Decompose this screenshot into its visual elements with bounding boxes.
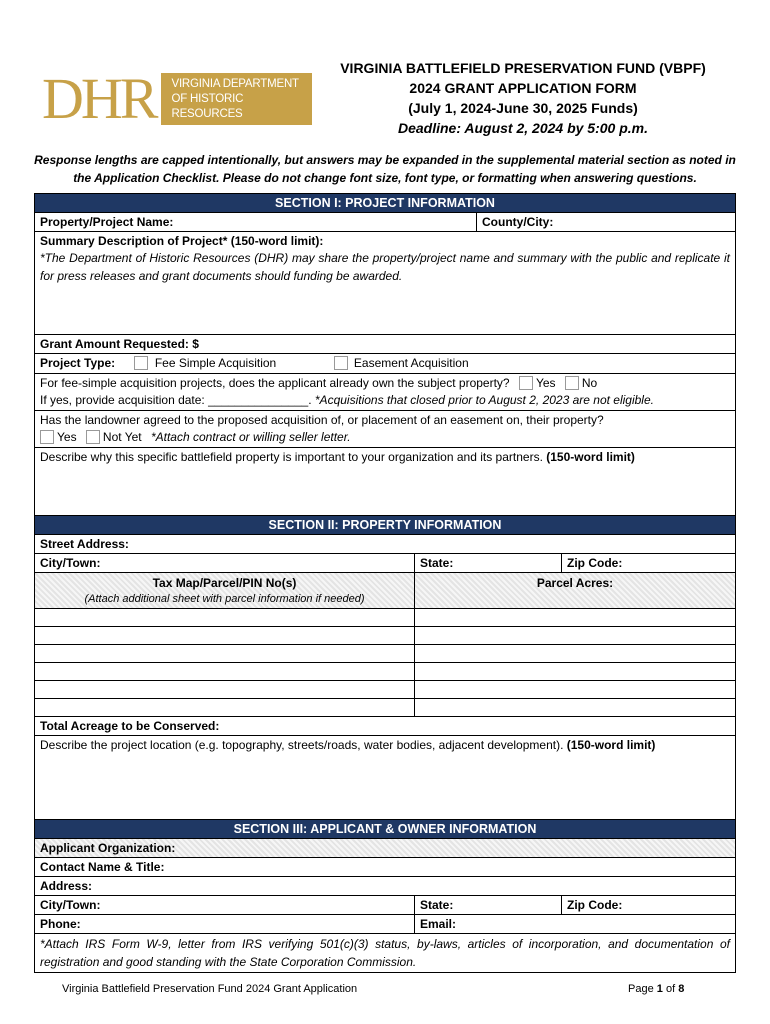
acquisition-note: *Acquisitions that closed prior to August 2, 2023 are not eligible. xyxy=(314,393,654,407)
email-field[interactable]: Email: xyxy=(414,915,735,933)
parcel-row xyxy=(35,698,735,716)
own-no-checkbox[interactable] xyxy=(565,376,579,390)
applicant-city-row xyxy=(35,895,735,914)
own-yes-label: Yes xyxy=(535,376,556,390)
footer-title: Virginia Battlefield Preservation Fund 2024 Grant Application xyxy=(62,983,358,995)
applicant-state-field[interactable]: State: xyxy=(414,896,561,914)
applicant-org-field[interactable]: Applicant Organization: xyxy=(35,838,735,857)
section-2 xyxy=(34,515,736,822)
parcel-id-cell[interactable] xyxy=(35,627,414,644)
parcel-acres-cell[interactable] xyxy=(414,645,735,662)
parcel-acres-cell[interactable] xyxy=(414,663,735,680)
intro-note: Response lengths are capped intentionally, but answers may be expanded in the supplemental material section as noted in the Application Checklist. Please do not change font size, font type, or formatting when answering questions. xyxy=(34,153,736,185)
logo-line-2: OF HISTORIC RESOURCES xyxy=(171,92,244,120)
dhr-logo xyxy=(42,66,312,131)
total-pages: 8 xyxy=(678,983,685,995)
page-of: of xyxy=(665,983,676,995)
state-field[interactable]: State: xyxy=(414,554,561,572)
landowner-yes-label: Yes xyxy=(57,430,77,444)
attachment-note: *Attach IRS Form W-9, letter from IRS verifying 501(c)(3) status, by-laws, articles of incorporation, and documentation of registration and good standing with the State Corporation Commission. xyxy=(35,933,735,972)
project-type-row xyxy=(35,353,735,373)
zip-field[interactable]: Zip Code: xyxy=(561,554,735,572)
current-page: 1 xyxy=(656,983,663,995)
form-subtitle: 2024 GRANT APPLICATION FORM xyxy=(409,80,637,96)
section-1 xyxy=(34,193,736,516)
county-field[interactable]: County/City: xyxy=(476,213,735,231)
parcel-acres-cell[interactable] xyxy=(414,627,735,644)
deadline: Deadline: August 2, 2024 by 5:00 p.m. xyxy=(397,120,648,136)
summary-note: *The Department of Historic Resources (DHR) may share the property/project name and summary with the public and replicate it for press releases and grant documents should funding be awarded. xyxy=(40,251,730,283)
logo-text-box xyxy=(161,73,312,125)
form-header xyxy=(338,58,708,138)
tax-map-note: (Attach additional sheet with parcel information if needed) xyxy=(84,593,365,605)
parcel-row xyxy=(35,680,735,698)
ownership-row xyxy=(35,373,735,410)
easement-checkbox[interactable] xyxy=(334,356,348,370)
location-limit: (150-word limit) xyxy=(566,738,656,752)
landowner-question: Has the landowner agreed to the proposed acquisition of, or placement of an easement on, their property? xyxy=(40,413,604,427)
acquisition-date-field[interactable]: If yes, provide acquisition date: _______________. xyxy=(40,393,312,407)
own-no-label: No xyxy=(581,376,598,390)
tax-map-header xyxy=(35,573,414,608)
fee-simple-label: Fee Simple Acquisition xyxy=(154,356,277,370)
parcel-id-cell[interactable] xyxy=(35,663,414,680)
form-title: VIRGINIA BATTLEFIELD PRESERVATION FUND (VBPF) xyxy=(340,60,706,76)
logo-letters: DHR xyxy=(42,66,156,131)
street-address-field[interactable]: Street Address: xyxy=(35,534,735,553)
parcel-row xyxy=(35,662,735,680)
address-field[interactable]: Address: xyxy=(35,876,735,895)
contact-field[interactable]: Contact Name & Title: xyxy=(35,857,735,876)
summary-field[interactable] xyxy=(35,231,735,334)
parcel-row xyxy=(35,608,735,626)
own-yes-checkbox[interactable] xyxy=(519,376,533,390)
applicant-zip-field[interactable]: Zip Code: xyxy=(561,896,735,914)
funds-period: (July 1, 2024-June 30, 2025 Funds) xyxy=(408,100,638,116)
easement-label: Easement Acquisition xyxy=(353,356,469,370)
tax-map-label: Tax Map/Parcel/PIN No(s) xyxy=(152,576,297,590)
parcel-acres-cell[interactable] xyxy=(414,681,735,698)
parcel-id-cell[interactable] xyxy=(35,699,414,716)
page-number xyxy=(628,983,684,995)
section-3-title: SECTION III: APPLICANT & OWNER INFORMATION xyxy=(35,820,735,838)
section-3 xyxy=(34,819,736,973)
parcel-row xyxy=(35,626,735,644)
parcel-acres-cell[interactable] xyxy=(414,609,735,626)
city-row xyxy=(35,553,735,572)
parcel-acres-header: Parcel Acres: xyxy=(414,573,735,608)
landowner-row xyxy=(35,410,735,447)
phone-field[interactable]: Phone: xyxy=(40,917,81,931)
section-2-title: SECTION II: PROPERTY INFORMATION xyxy=(35,516,735,534)
location-label: Describe the project location (e.g. topography, streets/roads, water bodies, adjacent development). xyxy=(40,738,564,752)
ownership-question: For fee-simple acquisition projects, does the applicant already own the subject property? xyxy=(40,376,510,390)
importance-limit: (150-word limit) xyxy=(546,450,635,464)
parcel-header-row xyxy=(35,572,735,608)
fee-simple-checkbox[interactable] xyxy=(134,356,148,370)
importance-label: Describe why this specific battlefield property is important to your organization and its partners. xyxy=(40,450,543,464)
grant-amount-field[interactable]: Grant Amount Requested: $ xyxy=(35,334,735,353)
logo-line-1: VIRGINIA DEPARTMENT xyxy=(171,77,299,90)
page-prefix: Page xyxy=(628,983,654,995)
summary-label: Summary Description of Project* (150-word limit): xyxy=(40,234,324,248)
property-name-row xyxy=(35,212,735,231)
phone-email-row xyxy=(35,914,735,933)
parcel-id-cell[interactable] xyxy=(35,609,414,626)
property-name-field[interactable]: Property/Project Name: xyxy=(40,215,174,229)
parcel-id-cell[interactable] xyxy=(35,681,414,698)
landowner-yes-checkbox[interactable] xyxy=(40,430,54,444)
total-acreage-field[interactable]: Total Acreage to be Conserved: xyxy=(35,716,735,735)
parcel-id-cell[interactable] xyxy=(35,645,414,662)
location-field[interactable] xyxy=(35,735,735,821)
parcel-row xyxy=(35,644,735,662)
importance-field[interactable] xyxy=(35,447,735,515)
landowner-not-yet-checkbox[interactable] xyxy=(86,430,100,444)
attach-note: *Attach contract or willing seller letter. xyxy=(150,430,351,444)
city-field[interactable]: City/Town: xyxy=(40,556,101,570)
applicant-city-field[interactable]: City/Town: xyxy=(40,898,101,912)
project-type-label: Project Type: xyxy=(40,356,116,370)
section-1-title: SECTION I: PROJECT INFORMATION xyxy=(35,194,735,212)
landowner-not-yet-label: Not Yet xyxy=(102,430,142,444)
parcel-acres-cell[interactable] xyxy=(414,699,735,716)
